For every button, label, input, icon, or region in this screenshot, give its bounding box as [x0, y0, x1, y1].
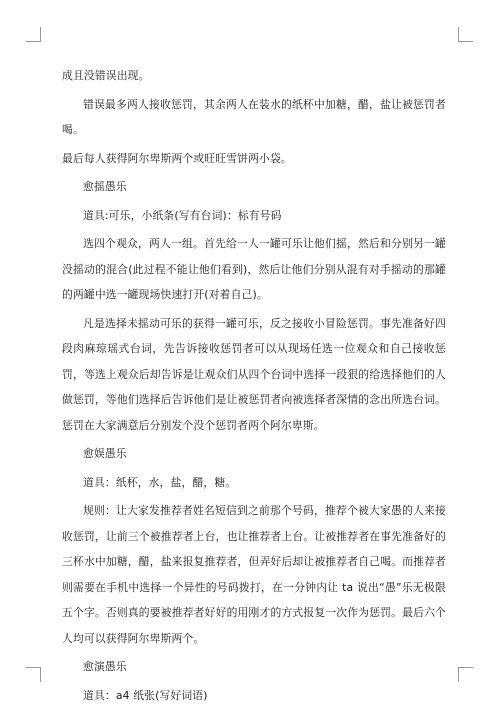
paragraph-penalty-rule: 错误最多两人接收惩罚，其余两人在装水的纸杯中加糖，醋，盐让被惩罚者喝。 — [62, 97, 446, 136]
paragraph-props-yuyu: 道具：纸杯，水，盐，醋，糖。 — [83, 475, 237, 489]
crop-mark-bottom-right — [458, 667, 473, 682]
crop-mark-top-right — [458, 27, 473, 42]
document-page-body — [62, 63, 446, 711]
paragraph-props-yuyao: 道具:可乐，小纸条(写有台词)：标有号码 — [83, 208, 282, 222]
paragraph-penalty-yuyao: 凡是选择未摇动可乐的获得一罐可乐，反之接收小冒险惩罚。事先准备好四段肉麻琼瑶式台词，先告诉接收惩罚者可以从现场任选一位观众和自己接收惩罚，等选上观众后却告诉是让观众们从四个台词中选择一段狠的给选择他们的人做惩罚，等他们选择后告诉他们是让被惩罚者向被选择者深情的念出所选台词。惩罚在大家满意后分别发个没个惩罚者两个阿尔卑斯。 — [62, 316, 446, 432]
section-heading-yuyu: 愈娱愚乐 — [83, 447, 127, 460]
section-heading-yuyao: 愈摇愚乐 — [83, 180, 127, 193]
paragraph-rules-yuyao: 选四个观众，两人一组。首先给一人一罐可乐让他们摇，然后和分别另一罐没摇动的混合(此过程不能让他们看到)，然后让他们分别从混有对手摇动的那罐的两罐中选一罐现场快速打开(对着自己)。 — [62, 237, 446, 301]
paragraph-continuation: 成且没错误出现。 — [62, 69, 150, 82]
section-heading-yuyan: 愈演愚乐 — [83, 660, 127, 673]
paragraph-rules-yuyu: 规则：让大家发推荐者姓名短信到之前那个号码，推荐个被大家愚的人来接收惩罚，让前三个被推荐者上台，也让推荐者上台。让被推荐者在事先准备好的三杯水中加糖，醋，盐来报复推荐者，但弄好后却让被推荐者自己喝。而推荐者则需要在手机中选择一个异性的号码拨打，在一分钟内让 ta 说出“愚”乐无极限五个字。否则真的要被推荐者好好的用刚才的方式报复一次作为惩罚。最后六个人均可以获得阿尔卑斯两个。 — [62, 504, 446, 645]
crop-mark-bottom-left — [26, 667, 41, 682]
paragraph-reward: 最后每人获得阿尔卑斯两个或旺旺雪饼两小袋。 — [62, 151, 292, 165]
crop-mark-top-left — [26, 27, 41, 42]
paragraph-props-yuyan: 道具：a4 纸张(写好词语) — [83, 688, 208, 702]
